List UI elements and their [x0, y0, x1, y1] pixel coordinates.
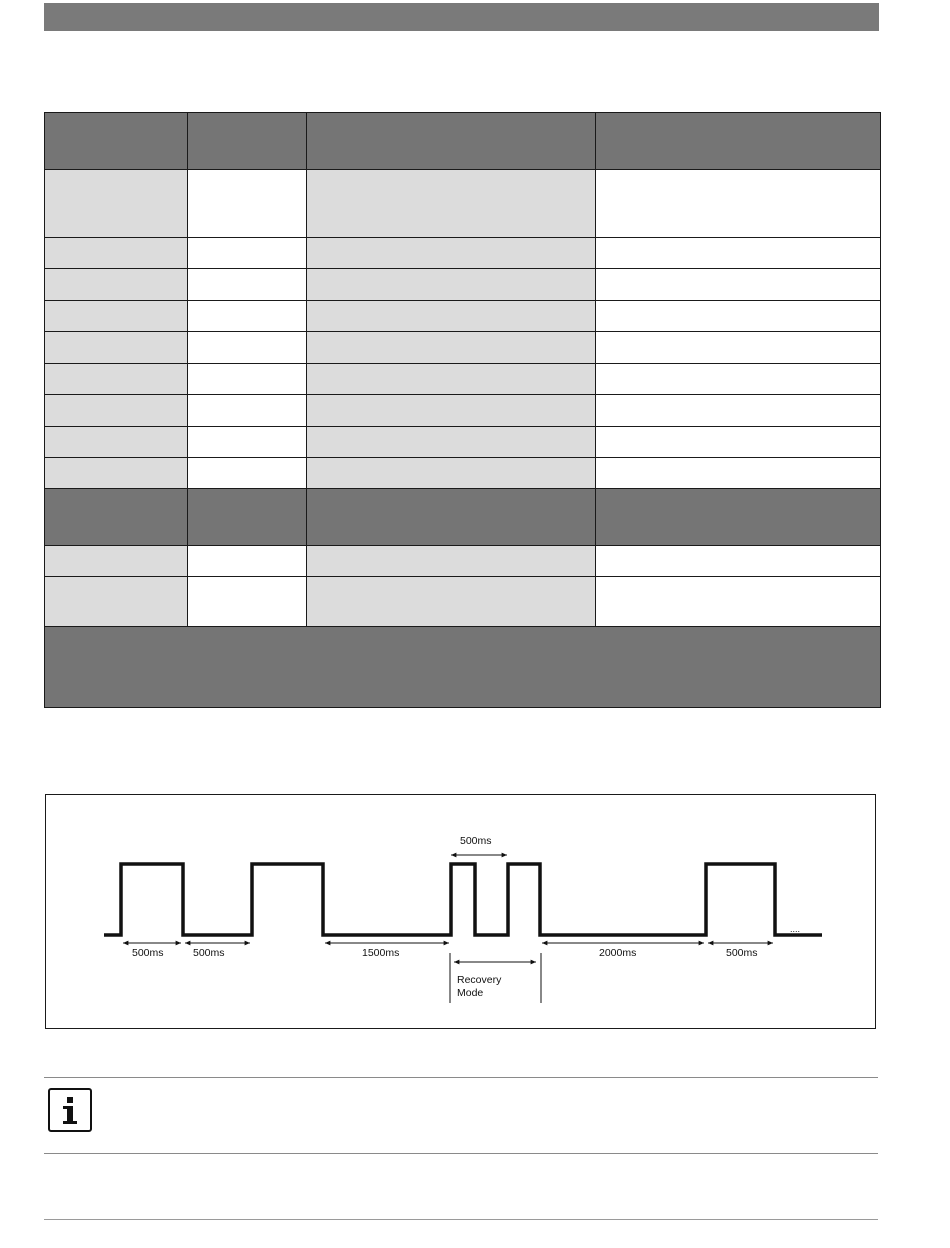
table-cell: [45, 458, 188, 489]
table-cell: [596, 170, 881, 238]
table-cell: [188, 170, 307, 238]
table-cell: [307, 269, 596, 301]
table-cell: [307, 301, 596, 332]
table-row: [45, 301, 881, 332]
table-cell: [596, 395, 881, 427]
table-cell: [596, 427, 881, 458]
table-cell: [596, 332, 881, 364]
table-cell: [307, 332, 596, 364]
table-subheader-row: [45, 489, 881, 546]
signal-timing-diagram: [45, 794, 876, 1029]
table-row: [45, 427, 881, 458]
table-row: [45, 577, 881, 627]
table-row: [45, 170, 881, 238]
duration-label: 500ms: [132, 947, 164, 959]
recovery-mode-label: Recovery: [457, 974, 502, 986]
table-row: [45, 238, 881, 269]
table-cell: [45, 364, 188, 395]
table-cell: [188, 395, 307, 427]
table-cell: [307, 364, 596, 395]
table-row: [45, 269, 881, 301]
table-cell: [307, 546, 596, 577]
duration-label: 500ms: [460, 835, 492, 847]
header-cell: [188, 489, 307, 546]
table-row: [45, 332, 881, 364]
table-cell: [45, 332, 188, 364]
header-cell: [596, 489, 881, 546]
table-cell: [596, 546, 881, 577]
continuation-mark: ....: [790, 924, 801, 934]
table-cell: [188, 364, 307, 395]
duration-label: 500ms: [193, 947, 225, 959]
table-cell: [45, 546, 188, 577]
note-divider-bottom: [44, 1153, 878, 1154]
header-bar: [44, 3, 879, 31]
table-row: [45, 395, 881, 427]
table-cell: [188, 301, 307, 332]
table-cell: [188, 269, 307, 301]
table-cell: [45, 577, 188, 627]
table-cell: [188, 577, 307, 627]
table-cell: [307, 427, 596, 458]
table-cell: [45, 238, 188, 269]
header-cell: [596, 113, 881, 170]
table-row: [45, 364, 881, 395]
table-cell: [188, 332, 307, 364]
table-footer-cell: [45, 627, 881, 708]
table-cell: [188, 238, 307, 269]
header-cell: [45, 489, 188, 546]
table-header-row: [45, 113, 881, 170]
header-cell: [188, 113, 307, 170]
table-cell: [596, 301, 881, 332]
table-cell: [45, 170, 188, 238]
spec-table: [44, 112, 881, 708]
table-cell: [45, 269, 188, 301]
info-glyph: [50, 1090, 90, 1130]
info-icon: [48, 1088, 92, 1132]
table-cell: [596, 364, 881, 395]
table-cell: [596, 577, 881, 627]
duration-label: 500ms: [726, 947, 758, 959]
timing-diagram-svg: [46, 795, 877, 1030]
signal-waveform: [104, 864, 822, 935]
table-row: [45, 458, 881, 489]
duration-label: 2000ms: [599, 947, 637, 959]
footer-divider: [44, 1219, 878, 1220]
table-cell: [307, 395, 596, 427]
table-cell: [45, 395, 188, 427]
table-footer-row: [45, 627, 881, 708]
table-cell: [45, 427, 188, 458]
table-cell: [45, 301, 188, 332]
table-cell: [596, 238, 881, 269]
note-divider-top: [44, 1077, 878, 1078]
duration-label: 1500ms: [362, 947, 400, 959]
header-cell: [45, 113, 188, 170]
table-cell: [188, 458, 307, 489]
table-cell: [307, 458, 596, 489]
table-cell: [188, 546, 307, 577]
header-cell: [307, 113, 596, 170]
table-cell: [307, 238, 596, 269]
table-cell: [596, 269, 881, 301]
table-row: [45, 546, 881, 577]
header-cell: [307, 489, 596, 546]
recovery-mode-label: Mode: [457, 987, 484, 999]
table-cell: [307, 577, 596, 627]
table-cell: [307, 170, 596, 238]
table-cell: [188, 427, 307, 458]
table-cell: [596, 458, 881, 489]
